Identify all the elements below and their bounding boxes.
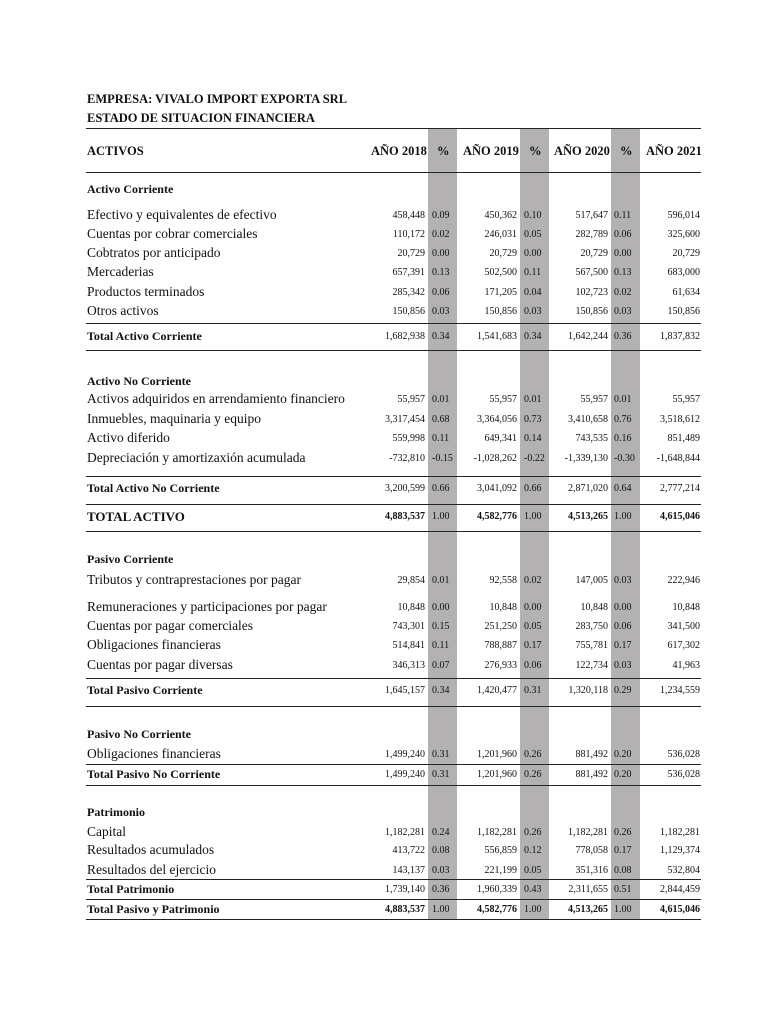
cell-percent-2018: 0.03 <box>432 865 450 876</box>
rule-above-total-activo <box>86 504 701 505</box>
row-label: Otros activos <box>87 303 159 318</box>
cell-value-2018: 10,848 <box>397 602 425 613</box>
row-label: Depreciación y amortizaxión acumulada <box>87 450 306 465</box>
cell-value-2019: 251,250 <box>484 621 517 632</box>
column-header-2018: AÑO 2018 <box>371 144 427 158</box>
cell-percent-2019: 0.00 <box>524 248 542 259</box>
cell-value-2021: 341,500 <box>667 621 700 632</box>
cell-value-2020: 3,410,658 <box>568 414 608 425</box>
section-activo-corriente: Activo Corriente <box>87 182 174 196</box>
column-header-pct-2020: % <box>620 144 633 158</box>
cell-percent-2019: 0.05 <box>524 865 542 876</box>
cell-percent-2020: 0.11 <box>614 210 632 221</box>
cell-percent-2019: 1.00 <box>524 904 542 915</box>
cell-value-2021: 4,615,046 <box>660 904 700 915</box>
cell-percent-2018: 0.01 <box>432 394 450 405</box>
cell-percent-2020: -0.30 <box>614 453 635 464</box>
pct-column-shade-2019 <box>520 128 549 920</box>
cell-percent-2020: 0.01 <box>614 394 632 405</box>
cell-value-2018: 110,172 <box>392 229 425 240</box>
cell-value-2019: 150,856 <box>484 306 517 317</box>
row-label: Mercaderias <box>87 264 154 279</box>
cell-percent-2020: 1.00 <box>614 511 632 522</box>
cell-value-2021: 536,028 <box>667 749 700 760</box>
row-label: Obligaciones financieras <box>87 746 221 761</box>
cell-value-2019: 450,362 <box>484 210 517 221</box>
row-label: Total Pasivo Corriente <box>87 683 203 697</box>
cell-percent-2020: 0.29 <box>614 685 632 696</box>
cell-percent-2018: 0.00 <box>432 602 450 613</box>
cell-value-2018: 143,137 <box>392 865 425 876</box>
cell-percent-2020: 0.17 <box>614 640 632 651</box>
cell-value-2021: 325,600 <box>667 229 700 240</box>
cell-value-2020: 20,729 <box>580 248 608 259</box>
cell-percent-2020: 0.20 <box>614 749 632 760</box>
cell-percent-2020: 0.03 <box>614 660 632 671</box>
cell-value-2018: 3,200,599 <box>385 483 425 494</box>
rule-below-total-activo <box>86 531 701 532</box>
cell-percent-2019: 0.06 <box>524 660 542 671</box>
cell-value-2020: 150,856 <box>575 306 608 317</box>
row-label: Total Pasivo y Patrimonio <box>87 902 220 916</box>
cell-value-2018: 514,841 <box>392 640 425 651</box>
cell-value-2020: 778,058 <box>575 845 608 856</box>
cell-value-2019: 1,960,339 <box>477 884 517 895</box>
cell-percent-2019: 1.00 <box>524 511 542 522</box>
cell-percent-2018: 0.31 <box>432 769 450 780</box>
cell-value-2019: -1,028,262 <box>473 453 517 464</box>
cell-value-2021: 4,615,046 <box>660 511 700 522</box>
cell-percent-2019: 0.43 <box>524 884 542 895</box>
column-header-pct-2018: % <box>437 144 450 158</box>
cell-value-2021: 2,777,214 <box>660 483 700 494</box>
cell-percent-2020: 0.06 <box>614 621 632 632</box>
cell-value-2020: 1,642,244 <box>568 331 608 342</box>
cell-value-2020: 10,848 <box>580 602 608 613</box>
row-label: Resultados del ejercicio <box>87 862 216 877</box>
cell-value-2021: 532,804 <box>667 865 700 876</box>
cell-value-2021: 2,844,459 <box>660 884 700 895</box>
column-header-2021: AÑO 2021 <box>646 144 702 158</box>
cell-value-2020: 881,492 <box>575 749 608 760</box>
cell-value-2021: 536,028 <box>667 769 700 780</box>
cell-value-2018: 20,729 <box>397 248 425 259</box>
cell-percent-2020: 0.51 <box>614 884 632 895</box>
cell-value-2020: 755,781 <box>575 640 608 651</box>
row-label: TOTAL ACTIVO <box>87 509 185 524</box>
cell-percent-2018: 0.07 <box>432 660 450 671</box>
cell-percent-2018: 0.31 <box>432 749 450 760</box>
rule-above-total-pasivo-patrimonio <box>86 899 701 900</box>
cell-value-2018: 559,998 <box>392 433 425 444</box>
cell-percent-2019: 0.31 <box>524 685 542 696</box>
cell-percent-2019: -0.22 <box>524 453 545 464</box>
cell-value-2020: 351,316 <box>575 865 608 876</box>
cell-value-2019: 502,500 <box>484 267 517 278</box>
section-pasivo-corriente: Pasivo Corriente <box>87 552 174 566</box>
cell-value-2019: 4,582,776 <box>477 511 517 522</box>
cell-value-2020: 881,492 <box>575 769 608 780</box>
cell-percent-2019: 0.02 <box>524 575 542 586</box>
cell-percent-2018: 0.34 <box>432 331 450 342</box>
row-label: Total Patrimonio <box>87 882 175 896</box>
cell-value-2018: 1,682,938 <box>385 331 425 342</box>
cell-value-2019: 221,199 <box>484 865 517 876</box>
cell-value-2019: 246,031 <box>484 229 517 240</box>
cell-value-2018: 1,645,157 <box>385 685 425 696</box>
section-activo-no-corriente: Activo No Corriente <box>87 374 191 388</box>
row-label: Inmuebles, maquinaria y equipo <box>87 411 261 426</box>
section-pasivo-no-corriente: Pasivo No Corriente <box>87 727 191 741</box>
cell-value-2021: 1,234,559 <box>660 685 700 696</box>
cell-value-2020: -1,339,130 <box>564 453 608 464</box>
cell-value-2019: 649,341 <box>484 433 517 444</box>
cell-value-2019: 1,201,960 <box>477 749 517 760</box>
cell-percent-2020: 0.03 <box>614 306 632 317</box>
cell-value-2018: 3,317,454 <box>385 414 425 425</box>
cell-percent-2020: 0.16 <box>614 433 632 444</box>
row-label: Cuentas por cobrar comerciales <box>87 226 258 241</box>
cell-value-2019: 276,933 <box>484 660 517 671</box>
cell-percent-2018: 0.24 <box>432 827 450 838</box>
cell-value-2021: 20,729 <box>672 248 700 259</box>
cell-percent-2020: 0.02 <box>614 287 632 298</box>
cell-percent-2020: 0.03 <box>614 575 632 586</box>
cell-percent-2019: 0.26 <box>524 749 542 760</box>
cell-percent-2019: 0.14 <box>524 433 542 444</box>
cell-percent-2019: 0.03 <box>524 306 542 317</box>
cell-value-2020: 4,513,265 <box>568 511 608 522</box>
row-label: Resultados acumulados <box>87 842 215 857</box>
cell-value-2021: 55,957 <box>672 394 700 405</box>
column-header-activos: ACTIVOS <box>87 144 144 158</box>
cell-value-2018: 4,883,537 <box>385 511 425 522</box>
cell-value-2018: 346,313 <box>392 660 425 671</box>
cell-value-2019: 1,420,477 <box>477 685 517 696</box>
cell-percent-2019: 0.01 <box>524 394 542 405</box>
cell-percent-2019: 0.26 <box>524 827 542 838</box>
cell-percent-2019: 0.05 <box>524 621 542 632</box>
cell-value-2019: 55,957 <box>489 394 517 405</box>
cell-percent-2020: 0.00 <box>614 602 632 613</box>
cell-value-2018: 55,957 <box>397 394 425 405</box>
rule-below-total-activo-corriente <box>86 350 701 351</box>
row-label: Activos adquiridos en arrendamiento financiero <box>87 391 345 406</box>
cell-value-2020: 147,005 <box>575 575 608 586</box>
cell-percent-2018: 1.00 <box>432 904 450 915</box>
cell-value-2018: 1,182,281 <box>385 827 425 838</box>
row-label: Total Activo Corriente <box>87 329 202 343</box>
cell-value-2021: 1,129,374 <box>660 845 700 856</box>
header-top-rule <box>86 128 701 129</box>
cell-value-2018: 1,499,240 <box>385 749 425 760</box>
rule-above-total-patrimonio <box>86 879 701 880</box>
cell-value-2020: 2,311,655 <box>568 884 608 895</box>
cell-percent-2019: 0.12 <box>524 845 542 856</box>
cell-value-2020: 567,500 <box>575 267 608 278</box>
cell-value-2019: 1,541,683 <box>477 331 517 342</box>
cell-percent-2018: 0.66 <box>432 483 450 494</box>
rule-above-total-activo-corriente <box>86 323 701 324</box>
company-title: EMPRESA: VIVALO IMPORT EXPORTA SRL <box>87 92 348 106</box>
cell-percent-2018: 0.00 <box>432 248 450 259</box>
row-label: Cuentas por pagar diversas <box>87 657 233 672</box>
cell-percent-2018: -0.15 <box>432 453 453 464</box>
cell-percent-2018: 0.08 <box>432 845 450 856</box>
cell-percent-2020: 0.06 <box>614 229 632 240</box>
cell-value-2021: 851,489 <box>667 433 700 444</box>
cell-percent-2019: 0.00 <box>524 602 542 613</box>
rule-bottom <box>86 919 701 920</box>
cell-percent-2018: 0.06 <box>432 287 450 298</box>
cell-value-2018: -732,810 <box>389 453 425 464</box>
cell-percent-2020: 1.00 <box>614 904 632 915</box>
cell-value-2020: 743,535 <box>575 433 608 444</box>
cell-value-2021: 61,634 <box>672 287 700 298</box>
cell-value-2018: 1,499,240 <box>385 769 425 780</box>
cell-value-2019: 1,201,960 <box>477 769 517 780</box>
cell-percent-2019: 0.34 <box>524 331 542 342</box>
cell-percent-2020: 0.08 <box>614 865 632 876</box>
cell-value-2018: 150,856 <box>392 306 425 317</box>
cell-value-2019: 171,205 <box>484 287 517 298</box>
cell-value-2021: 596,014 <box>667 210 700 221</box>
cell-value-2020: 102,723 <box>575 287 608 298</box>
row-label: Activo diferido <box>87 430 170 445</box>
cell-percent-2019: 0.66 <box>524 483 542 494</box>
cell-percent-2020: 0.76 <box>614 414 632 425</box>
cell-percent-2018: 1.00 <box>432 511 450 522</box>
rule-above-total-activo-no-corriente <box>86 476 701 477</box>
cell-value-2021: 683,000 <box>667 267 700 278</box>
statement-title: ESTADO DE SITUACION FINANCIERA <box>87 111 315 125</box>
cell-percent-2019: 0.17 <box>524 640 542 651</box>
cell-value-2018: 413,722 <box>392 845 425 856</box>
rule-below-total-pasivo-corriente <box>86 706 701 707</box>
cell-percent-2020: 0.36 <box>614 331 632 342</box>
cell-value-2019: 3,364,056 <box>477 414 517 425</box>
cell-percent-2020: 0.17 <box>614 845 632 856</box>
cell-percent-2019: 0.73 <box>524 414 542 425</box>
cell-value-2020: 283,750 <box>575 621 608 632</box>
row-label: Total Activo No Corriente <box>87 481 220 495</box>
cell-percent-2018: 0.34 <box>432 685 450 696</box>
cell-value-2021: 222,946 <box>667 575 700 586</box>
cell-percent-2019: 0.26 <box>524 769 542 780</box>
pct-column-shade-2020 <box>611 128 640 920</box>
rule-above-total-pasivo-no-corriente <box>86 764 701 765</box>
cell-percent-2018: 0.15 <box>432 621 450 632</box>
cell-value-2018: 4,883,537 <box>385 904 425 915</box>
row-label: Tributos y contraprestaciones por pagar <box>87 572 301 587</box>
cell-value-2019: 3,041,092 <box>477 483 517 494</box>
header-bottom-rule <box>86 172 701 173</box>
cell-value-2021: 41,963 <box>672 660 700 671</box>
column-header-2019: AÑO 2019 <box>463 144 519 158</box>
cell-value-2020: 2,871,020 <box>568 483 608 494</box>
cell-value-2019: 1,182,281 <box>477 827 517 838</box>
cell-percent-2018: 0.68 <box>432 414 450 425</box>
cell-percent-2020: 0.13 <box>614 267 632 278</box>
section-patrimonio: Patrimonio <box>87 805 145 819</box>
cell-value-2020: 282,789 <box>575 229 608 240</box>
column-header-pct-2019: % <box>529 144 542 158</box>
row-label: Capital <box>87 824 126 839</box>
cell-percent-2019: 0.10 <box>524 210 542 221</box>
cell-percent-2020: 0.64 <box>614 483 632 494</box>
cell-value-2021: 10,848 <box>672 602 700 613</box>
cell-value-2018: 29,854 <box>397 575 425 586</box>
cell-percent-2018: 0.13 <box>432 267 450 278</box>
cell-value-2018: 657,391 <box>392 267 425 278</box>
row-label: Remuneraciones y participaciones por pagar <box>87 599 327 614</box>
cell-percent-2018: 0.09 <box>432 210 450 221</box>
cell-value-2020: 122,734 <box>575 660 608 671</box>
cell-value-2020: 517,647 <box>575 210 608 221</box>
cell-percent-2018: 0.11 <box>432 433 450 444</box>
cell-percent-2020: 0.20 <box>614 769 632 780</box>
cell-value-2021: -1,648,844 <box>656 453 700 464</box>
cell-value-2019: 4,582,776 <box>477 904 517 915</box>
row-label: Obligaciones financieras <box>87 637 221 652</box>
cell-value-2019: 556,859 <box>484 845 517 856</box>
cell-percent-2019: 0.11 <box>524 267 542 278</box>
cell-percent-2018: 0.01 <box>432 575 450 586</box>
row-label: Cuentas por pagar comerciales <box>87 618 254 633</box>
row-label: Efectivo y equivalentes de efectivo <box>87 207 277 222</box>
cell-percent-2019: 0.05 <box>524 229 542 240</box>
cell-value-2019: 92,558 <box>489 575 517 586</box>
cell-percent-2020: 0.00 <box>614 248 632 259</box>
cell-percent-2020: 0.26 <box>614 827 632 838</box>
cell-value-2021: 3,518,612 <box>660 414 700 425</box>
column-header-2020: AÑO 2020 <box>554 144 610 158</box>
cell-value-2020: 4,513,265 <box>568 904 608 915</box>
cell-value-2019: 788,887 <box>484 640 517 651</box>
cell-percent-2018: 0.11 <box>432 640 450 651</box>
cell-value-2018: 458,448 <box>392 210 425 221</box>
row-label: Productos terminados <box>87 284 205 299</box>
cell-value-2019: 10,848 <box>489 602 517 613</box>
cell-value-2019: 20,729 <box>489 248 517 259</box>
cell-value-2021: 617,302 <box>667 640 700 651</box>
cell-percent-2018: 0.02 <box>432 229 450 240</box>
cell-percent-2018: 0.03 <box>432 306 450 317</box>
rule-below-total-pasivo-no-corriente <box>86 785 701 786</box>
cell-percent-2018: 0.36 <box>432 884 450 895</box>
pct-column-shade-2018 <box>428 128 457 920</box>
row-label: Total Pasivo No Corriente <box>87 767 221 781</box>
rule-above-total-pasivo-corriente <box>86 678 701 679</box>
cell-value-2018: 1,739,140 <box>385 884 425 895</box>
cell-value-2018: 285,342 <box>392 287 425 298</box>
cell-value-2021: 1,837,832 <box>660 331 700 342</box>
cell-percent-2019: 0.04 <box>524 287 542 298</box>
cell-value-2020: 55,957 <box>580 394 608 405</box>
cell-value-2021: 1,182,281 <box>660 827 700 838</box>
cell-value-2018: 743,301 <box>392 621 425 632</box>
cell-value-2020: 1,182,281 <box>568 827 608 838</box>
cell-value-2021: 150,856 <box>667 306 700 317</box>
cell-value-2020: 1,320,118 <box>568 685 608 696</box>
row-label: Cobtratos por anticipado <box>87 245 221 260</box>
